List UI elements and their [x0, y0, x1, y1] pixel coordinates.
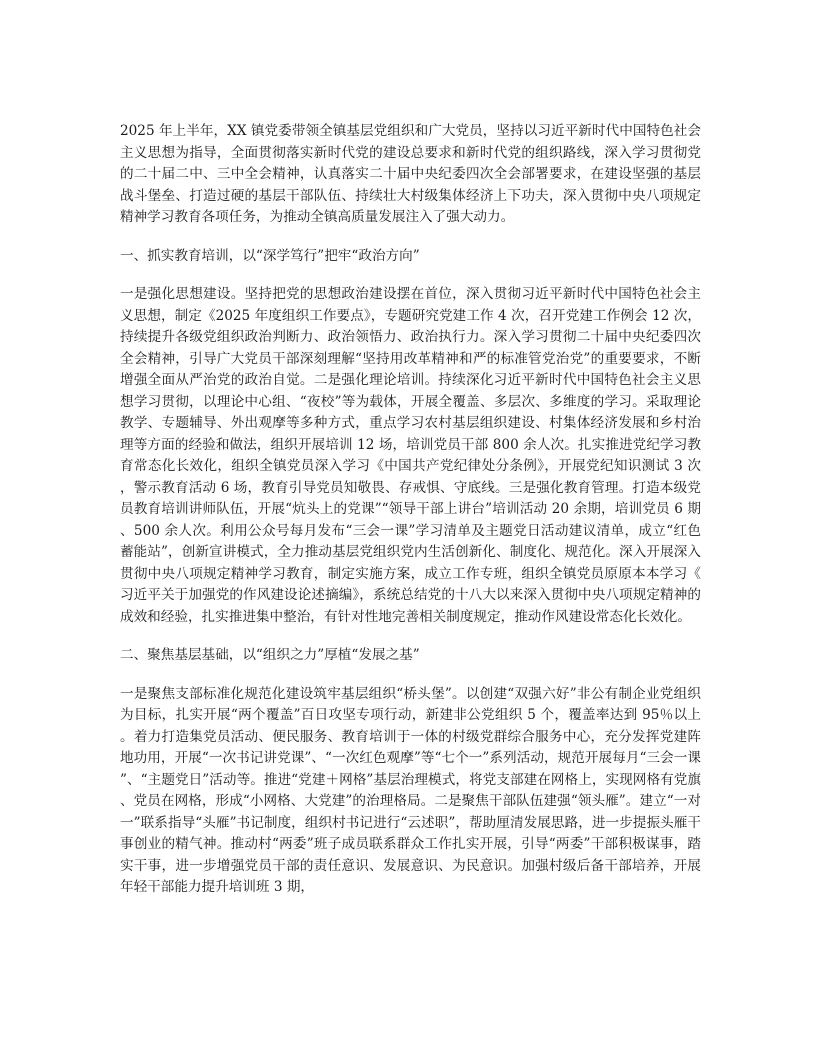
intro-paragraph: 2025 年上半年，XX 镇党委带领全镇基层党组织和广大党员，坚持以习近平新时代中国特色社会主义思想为指导，全面贯彻落实新时代党的建设总要求和新时代党的组织路线，深入学习贯彻党的二十届二中、三中全会精神，认真落实二十届中央纪委四次全会部署要求，在建设坚强的基层战斗堡垒、打造过硬的基层干部队伍、持续壮大村级集体经济上下功夫，深入贯彻中央八项规定精神学习教育各项任务，为推动全镇高质量发展注入了强大动力。	[120, 123, 701, 225]
section-1-heading: 一、抓实教育培训，以“深学笃行”把牢“政治方向”	[120, 247, 420, 264]
section-2-body: 一是聚焦支部标准化规范化建设筑牢基层组织“桥头堡”。以创建“双强六好”非公有制企业党组织为目标，扎实开展“两个覆盖”百日攻坚专项行动，新建非公党组织 5 个，覆盖率达到 95％以上。着力打造集党员活动、便民服务、教育培训于一体的村级党群综合服务中心，充分发挥党建阵地功用，开展“一次书记讲党课”、“一次红色观摩”等“七个一”系列活动，规范开展每月“三会一课”、“主题党日”活动等。推进“党建＋网格”基层治理模式，将党支部建在网格上，实现网格有党旗、党员在网格，形成“小网格、大党建”的治理格局。二是聚焦干部队伍建强“领头雁”。建立“一对一”联系指导“头雁”书记制度，组织村书记进行“云述职”，帮助厘清发展思路，进一步提振头雁干事创业的精气神。推动村“两委”班子成员联系群众工作扎实开展，引导“两委”干部积极谋事，踏实干事，进一步增强党员干部的责任意识、发展意识、为民意识。加强村级后备干部培养，开展年轻干部能力提升培训班 3 期，	[120, 685, 701, 895]
section-2-heading: 二、聚焦基层基础，以“组织之力”厚植“发展之基”	[120, 647, 420, 663]
section-1-body: 一是强化思想建设。坚持把党的思想政治建设摆在首位，深入贯彻习近平新时代中国特色社会主义思想，制定《2025 年度组织工作要点》，专题研究党建工作 4 次，召开党建工作例会 12 次，持续提升各级党组织政治判断力、政治领悟力、政治执行力。深入学习贯彻二十届中央纪委四次全会精神，引导广大党员干部深刻理解“坚持用改革精神和严的标准管党治党”的重要要求，不断增强全面从严治党的政治自觉。二是强化理论培训。持续深化习近平新时代中国特色社会主义思想学习贯彻，以理论中心组、“夜校”等为载体，开展全覆盖、多层次、多维度的学习。采取理论教学、专题辅导、外出观摩等多种方式，重点学习农村基层组织建设、村集体经济发展和乡村治理等方面的经验和做法，组织开展培训 12 场，培训党员干部 800 余人次。扎实推进党纪学习教育常态化长效化，组织全镇党员深入学习《中国共产党纪律处分条例》，开展党纪知识测试 3 次，警示教育活动 6 场，教育引导党员知敬畏、存戒惧、守底线。三是强化教育管理。打造本级党员教育培训讲师队伍，开展“炕头上的党课”“领导干部上讲台”培训活动 20 余期，培训党员 6 期、500 余人次。利用公众号每月发布“三会一课”学习清单及主题党日活动建议清单，成立“红色蓄能站”，创新宣讲模式，全力推动基层党组织党内生活创新化、制度化、规范化。深入开展深入贯彻中央八项规定精神学习教育，制定实施方案，成立工作专班，组织全镇党员原原本本学习《习近平关于加强党的作风建设论述摘编》，系统总结党的十八大以来深入贯彻中央八项规定精神的成效和经验，扎实推进集中整治，有针对性地完善相关制度规定，推动作风建设常态化长效化。	[120, 286, 701, 625]
document-page	[120, 121, 701, 916]
